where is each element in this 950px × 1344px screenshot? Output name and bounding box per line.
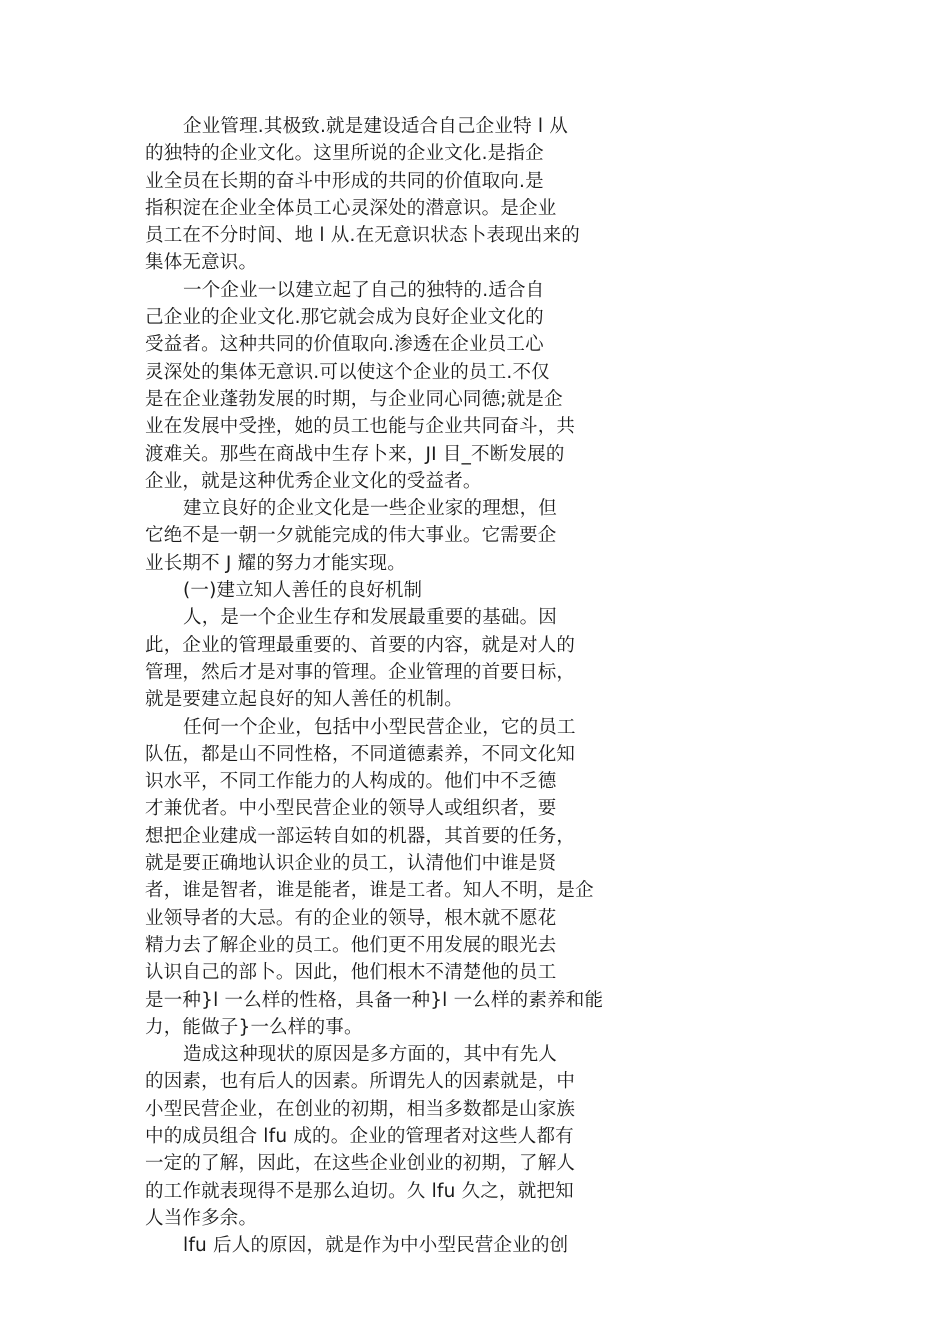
text-line: 业在发展中受挫，她的员工也能与企业共同奋斗，共 [145, 416, 576, 438]
text-line: 一个企业一以建立起了自己的独特的.适合自 [183, 279, 545, 301]
text-line: 人，是一个企业生存和发展最重要的基础。因 [183, 607, 558, 629]
text-line: 力，能做子}一么样的事。 [145, 1016, 363, 1038]
text-line: 业全员在长期的奋斗中形成的共同的价值取向.是 [145, 170, 544, 192]
text-line: 业长期不 J 耀的努力才能实现。 [145, 552, 406, 574]
text-line: 的独特的企业文化。这里所说的企业文化.是指企 [145, 143, 544, 165]
text-line: (一)建立知人善任的良好机制 [183, 580, 423, 602]
text-line: 队伍，都是山不同性格，不同道德素养，不同文化知 [145, 743, 576, 765]
text-line: 中的成员组合 lfu 成的。企业的管理者对这些人都有 [145, 1125, 574, 1147]
text-line: lfu 后人的原因，就是作为中小型民营企业的创 [183, 1235, 569, 1257]
text-line: 管理，然后才是对事的管理。企业管理的首要日标， [145, 661, 576, 683]
text-line: 是一种}l 一么样的性格，具备一种}l 一么样的素养和能 [145, 989, 604, 1011]
text-line: 企业管理.其极致.就是建设适合自己企业特 l 从 [183, 116, 568, 137]
text-line: 者，谁是智者，谁是能者，谁是工者。知人不明，是企 [145, 880, 594, 902]
text-line: 就是要建立起良好的知人善任的机制。 [145, 689, 463, 711]
text-line: 造成这种现状的原因是多方面的，其中有先人 [183, 1044, 558, 1066]
text-line: 建立良好的企业文化是一些企业家的理想，但 [183, 498, 558, 520]
text-line: 企业，就是这种优秀企业文化的受益者。 [145, 470, 482, 492]
text-line: 渡难关。那些在商战中生存卜来，JI 目_不断发展的 [145, 443, 565, 465]
text-line: 业领导者的大忌。有的企业的领导，根木就不愿花 [145, 907, 557, 929]
text-line: 受益者。这种共同的价值取向.渗透在企业员工心 [145, 334, 544, 356]
text-line: 己企业的企业文化.那它就会成为良好企业文化的 [145, 307, 544, 329]
text-line: 识水平，不同工作能力的人构成的。他们中不乏德 [145, 771, 557, 793]
text-line: 的因素，也有后人的因素。所谓先人的因素就是，中 [145, 1071, 576, 1093]
body-text [145, 113, 625, 1259]
text-line: 员工在不分时间、地 l 从.在无意识状态卜表现出来的 [145, 225, 580, 247]
text-line: 指积淀在企业全体员工心灵深处的潜意识。是企业 [145, 197, 557, 219]
text-line: 一定的了解，因此，在这些企业创业的初期，了解人 [145, 1153, 576, 1175]
text-line: 任何一个企业，包括中小型民营企业，它的员工 [183, 716, 576, 738]
text-line: 想把企业建成一部运转自如的机器，其首要的任务， [145, 825, 576, 847]
text-line: 才兼优者。中小型民营企业的领导人或组织者，要 [145, 798, 557, 820]
text-line: 人当作多余。 [145, 1207, 258, 1229]
text-line: 集体无意识。 [145, 252, 258, 274]
text-line: 是在企业蓬勃发展的时期，与企业同心同德;就是企 [145, 388, 563, 410]
text-line: 它绝不是一朝一夕就能完成的伟大事业。它需要企 [145, 525, 557, 547]
text-line: 灵深处的集体无意识.可以使这个企业的员工.不仅 [145, 361, 550, 383]
text-line: 此，企业的管理最重要的、首要的内容，就是对人的 [145, 634, 576, 656]
text-line: 认识自己的部卜。因此，他们根木不清楚他的员工 [145, 962, 557, 984]
text-line: 精力去了解企业的员工。他们更不用发展的眼光去 [145, 934, 557, 956]
text-line: 就是要正确地认识企业的员工，认清他们中谁是贤 [145, 853, 557, 875]
text-line: 小型民营企业，在创业的初期，相当多数都是山家族 [145, 1098, 576, 1120]
text-line: 的工作就表现得不是那么迫切。久 lfu 久之，就把知 [145, 1180, 574, 1202]
